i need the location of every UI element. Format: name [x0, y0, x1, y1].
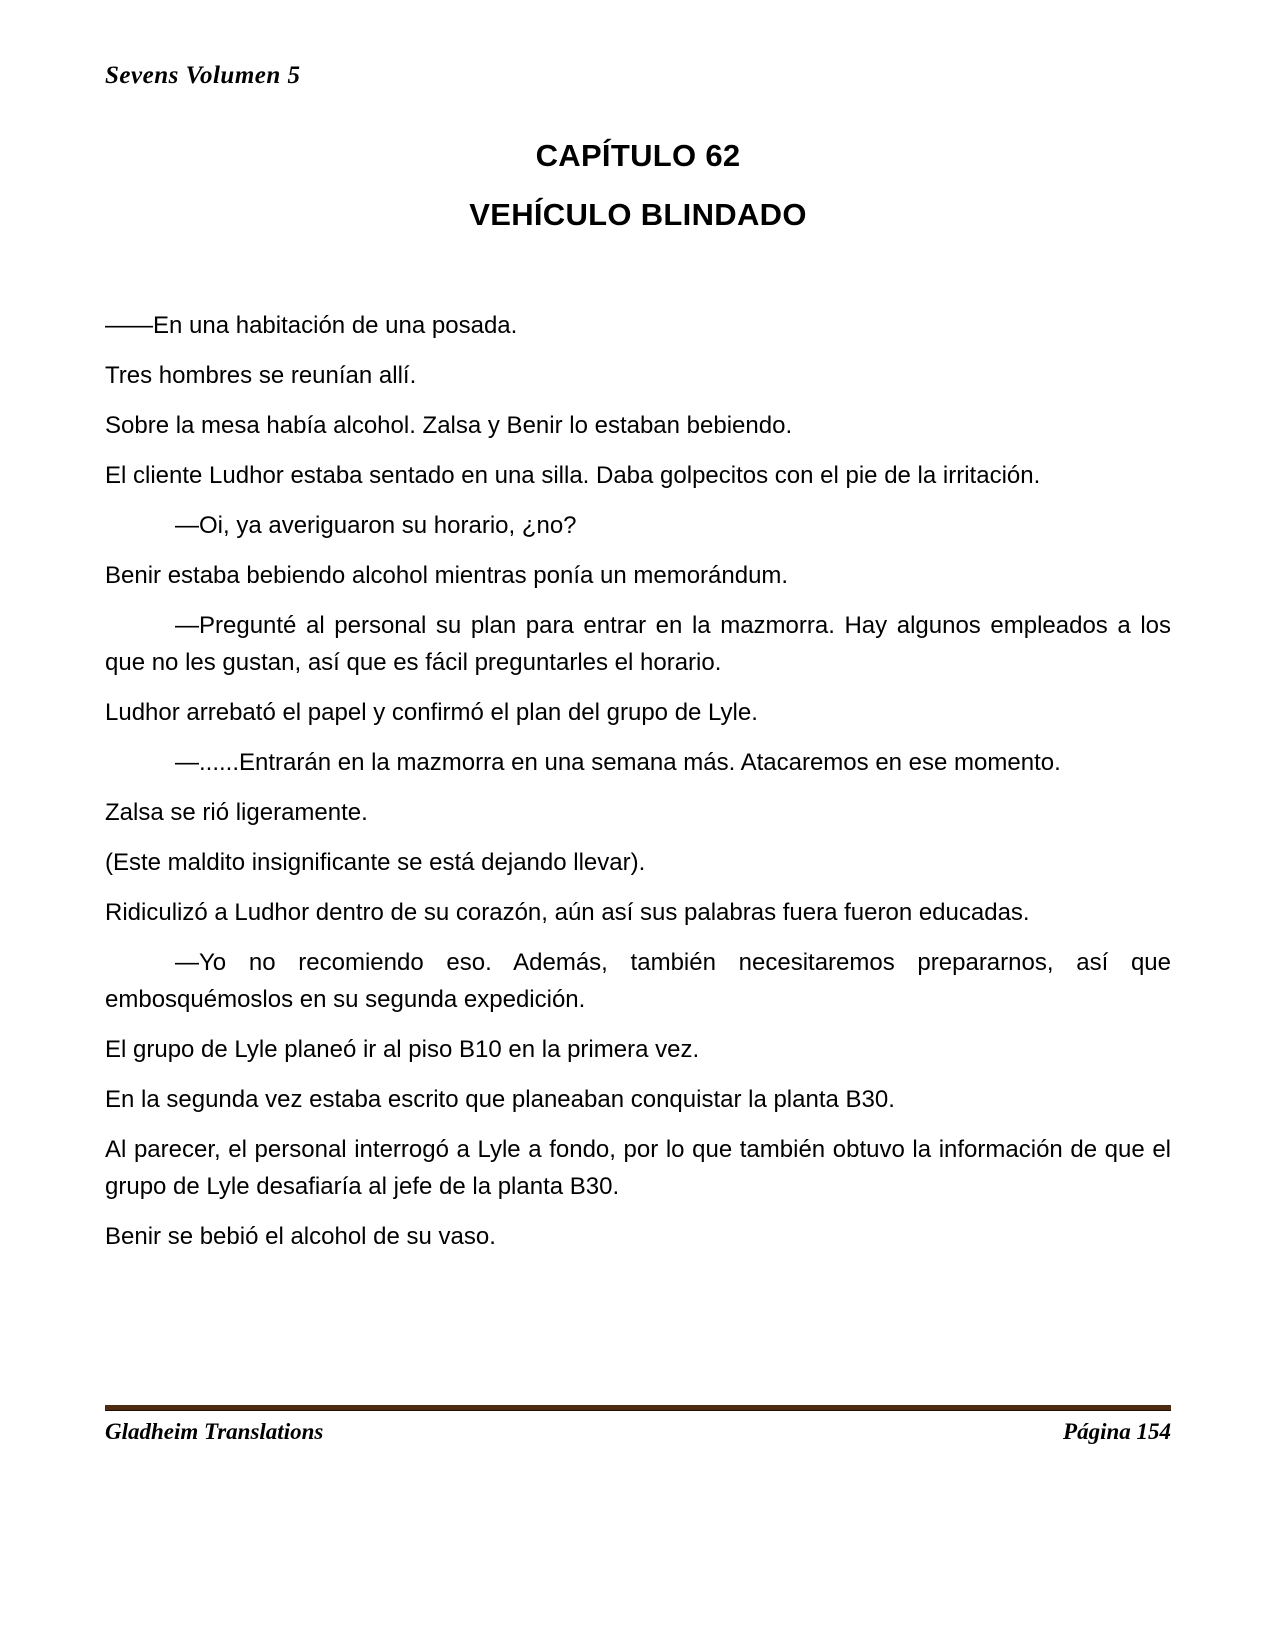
paragraph: Sobre la mesa había alcohol. Zalsa y Benir lo estaban bebiendo. [105, 412, 793, 439]
chapter-subtitle: VEHÍCULO BLINDADO [469, 197, 807, 232]
footer-row [105, 1419, 1171, 1445]
paragraph: Tres hombres se reunían allí. [105, 362, 417, 389]
paragraph: —Pregunté al personal su plan para entrar en la mazmorra. Hay algunos empleados a los que no les gustan, así que es fácil preguntarles el horario. [105, 612, 1171, 676]
footer-rule [105, 1405, 1171, 1411]
paragraph: Al parecer, el personal interrogó a Lyle a fondo, por lo que también obtuvo la información de que el grupo de Lyle desafiaría al jefe de la planta B30. [105, 1136, 1171, 1200]
paragraph: —Oi, ya averiguaron su horario, ¿no? [175, 512, 577, 539]
page-content [105, 138, 1171, 1268]
paragraph: El cliente Ludhor estaba sentado en una silla. Daba golpecitos con el pie de la irritación. [105, 462, 1041, 489]
page-header [105, 62, 301, 90]
paragraph: —......Entrarán en la mazmorra en una semana más. Atacaremos en ese momento. [175, 749, 1061, 776]
footer-translator-credit: Gladheim Translations [105, 1419, 324, 1444]
chapter-title: CAPÍTULO 62 [535, 138, 741, 173]
paragraph: Zalsa se rió ligeramente. [105, 799, 368, 826]
chapter-heading [105, 138, 1171, 233]
paragraph: (Este maldito insignificante se está dejando llevar). [105, 849, 646, 876]
page-footer [105, 1405, 1171, 1445]
paragraph: Benir se bebió el alcohol de su vaso. [105, 1223, 496, 1250]
paragraph: Ludhor arrebató el papel y confirmó el plan del grupo de Lyle. [105, 699, 758, 726]
paragraph: —Yo no recomiendo eso. Además, también necesitaremos prepararnos, así que embosquémoslos en su segunda expedición. [105, 949, 1171, 1013]
footer-page-number: Página 154 [1063, 1419, 1171, 1444]
paragraph: ——En una habitación de una posada. [105, 312, 518, 339]
header-book-title: Sevens Volumen 5 [105, 62, 301, 89]
paragraph: Benir estaba bebiendo alcohol mientras ponía un memorándum. [105, 562, 789, 589]
paragraph: El grupo de Lyle planeó ir al piso B10 en la primera vez. [105, 1036, 700, 1063]
paragraph: Ridiculizó a Ludhor dentro de su corazón, aún así sus palabras fuera fueron educadas. [105, 899, 1030, 926]
paragraph: En la segunda vez estaba escrito que planeaban conquistar la planta B30. [105, 1086, 895, 1113]
body-text [105, 307, 1171, 1255]
